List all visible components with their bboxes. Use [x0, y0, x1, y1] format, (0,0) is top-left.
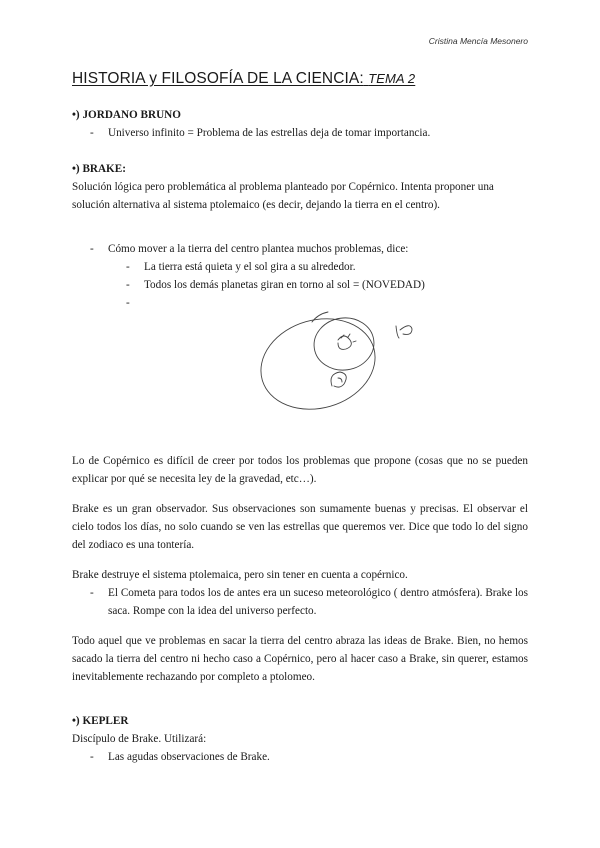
- brake-para-3-text: Brake destruye el sistema ptolemaica, pero sin tener en cuenta a copérnico.: [72, 569, 408, 581]
- section-heading-brake: •) BRAKE:: [72, 163, 126, 175]
- sketch-sun: [338, 336, 351, 349]
- kepler-intro: Discípulo de Brake. Utilizará:: [72, 733, 207, 745]
- brake-para-3: [72, 566, 528, 620]
- sub-list-item-text: Todos los demás planetas giran en torno al sol = (NOVEDAD): [144, 279, 425, 291]
- list-item-text: Universo infinito = Problema de las estrellas deja de tomar importancia.: [108, 127, 431, 139]
- brake-para-2: Brake es un gran observador. Sus observaciones son sumamente buenas y precisas. El observar el cielo todos los días, no solo cuando se ven las estrellas que queremos ver. Dice que todo lo del signo del zodiaco es una tontería.: [72, 503, 528, 551]
- sub-list-item: [72, 258, 528, 276]
- dash-bullet: -: [90, 243, 94, 255]
- brake-para-1: Lo de Copérnico es difícil de creer por todos los problemas que propone (cosas que no se pueden explicar por qué se necesita ley de la gravedad, etc…).: [72, 455, 528, 485]
- tychonic-orbit-sketch: [258, 308, 414, 416]
- dash-bullet: -: [126, 279, 130, 291]
- sketch-earth-mark: [338, 378, 342, 382]
- brake-para-4: Todo aquel que ve problemas en sacar la tierra del centro abraza las ideas de Brake. Bien, no hemos sacado la tierra del centro ni hecho caso a Copérnico, pero al hacer caso a Brake, sin querer, estamos inevitablemente rechazando por completo a ptolomeo.: [72, 635, 528, 683]
- list-item: [72, 240, 528, 258]
- section-bruno: [72, 106, 528, 142]
- dash-bullet: -: [90, 127, 94, 139]
- author-name: Cristina Mencía Mesonero: [428, 36, 528, 46]
- title-sub: TEMA 2: [368, 71, 416, 86]
- page-title: [72, 70, 415, 88]
- title-main: HISTORIA y FILOSOFÍA DE LA CIENCIA:: [72, 70, 364, 87]
- sub-list-item-text: La tierra está quieta y el sol gira a su alrededor.: [144, 261, 356, 273]
- sketch-stroke: [312, 312, 328, 322]
- dash-bullet: -: [90, 751, 94, 763]
- brake-problems: [72, 240, 528, 309]
- dash-bullet: -: [90, 587, 94, 599]
- sketch-planet-stem: [396, 326, 399, 338]
- section-heading-kepler: •) KEPLER: [72, 715, 129, 727]
- list-item-text: El Cometa para todos los de antes era un suceso meteorológico ( dentro atmósfera). Brake los saca. Rompe con la idea del universo perfecto.: [108, 587, 528, 617]
- sketch-earth: [331, 372, 346, 387]
- sketch-planet-outer: [400, 326, 412, 335]
- brake-intro: Solución lógica pero problemática al problema planteado por Copérnico. Intenta proponer una solución alternativa al sistema ptolemaico (es decir, dejando la tierra en el centro).: [72, 181, 494, 211]
- sub-list-item: [72, 276, 528, 294]
- list-item: [72, 124, 528, 142]
- list-item: [72, 748, 528, 766]
- dash-bullet: -: [126, 297, 130, 309]
- section-kepler: [72, 712, 528, 766]
- section-heading-bruno: •) JORDANO BRUNO: [72, 109, 181, 121]
- list-item-text: Cómo mover a la tierra del centro plantea muchos problemas, dice:: [108, 243, 409, 255]
- sketch-orbit-small: [311, 314, 378, 374]
- section-brake: [72, 160, 528, 214]
- dash-bullet: -: [126, 261, 130, 273]
- list-item: [72, 584, 528, 620]
- list-item-text: Las agudas observaciones de Brake.: [108, 751, 270, 763]
